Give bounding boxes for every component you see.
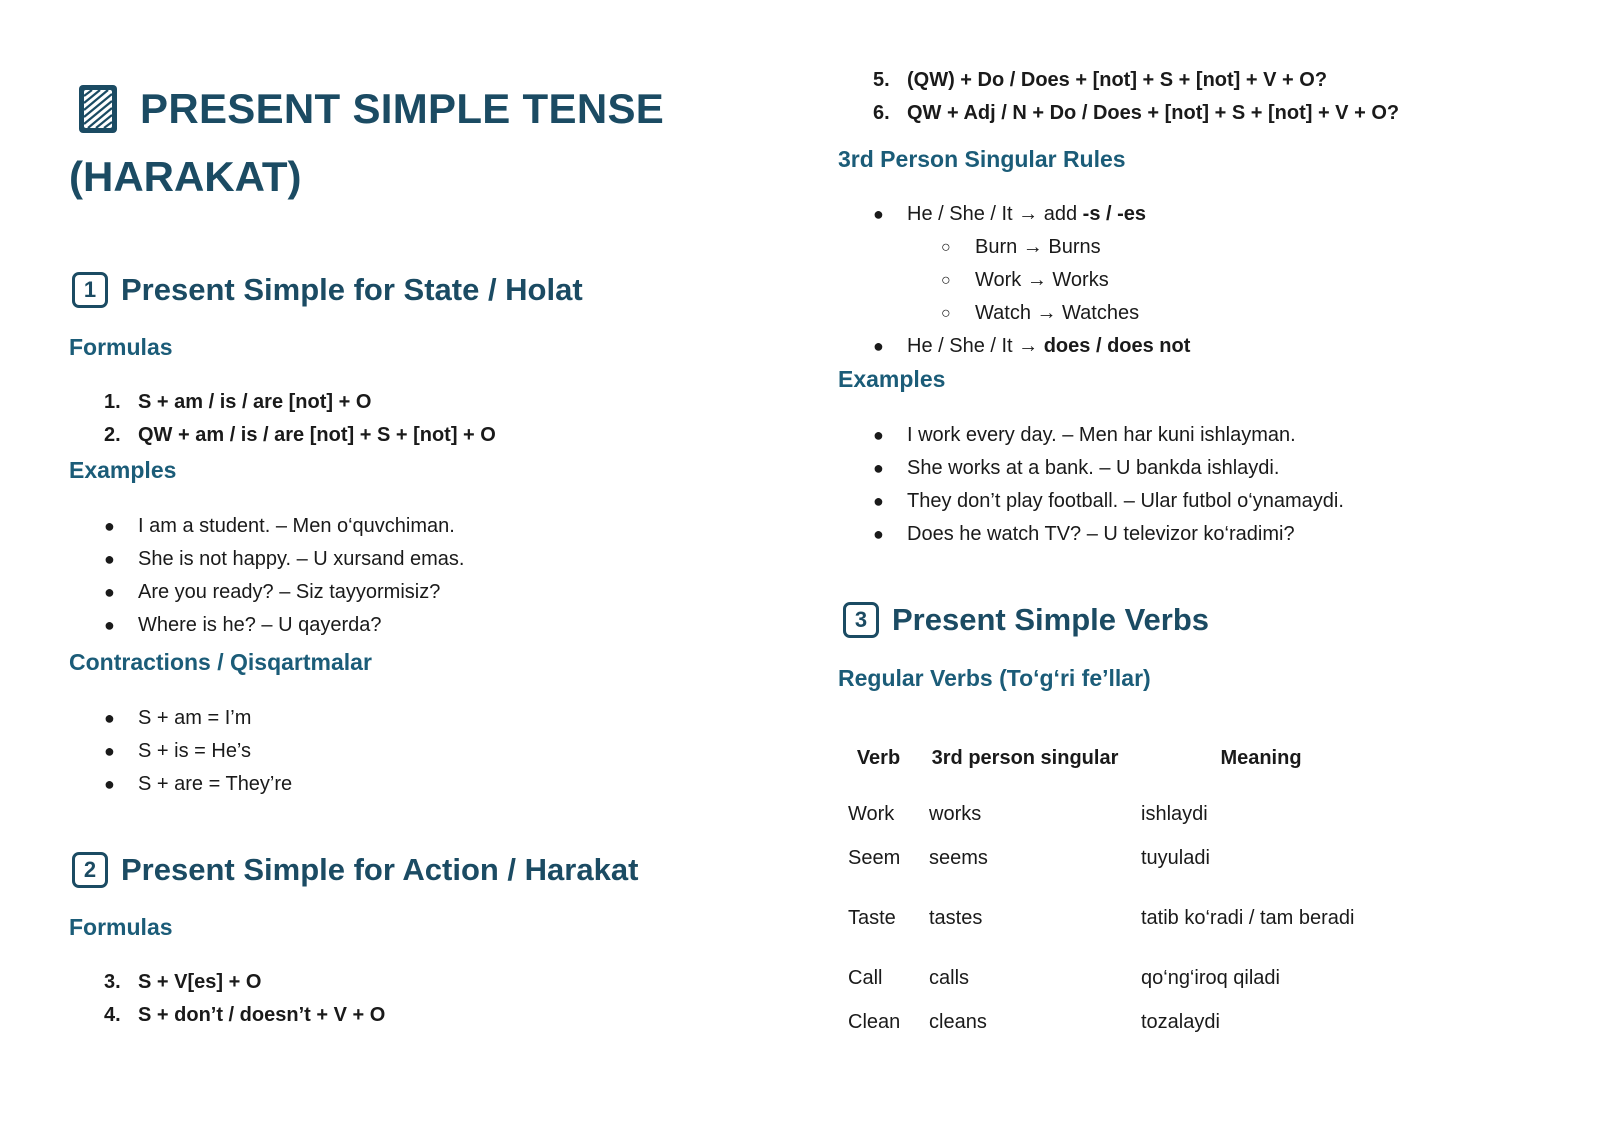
list-item: ● S + am = I’m bbox=[104, 707, 252, 729]
table-cell: works bbox=[929, 803, 982, 825]
table-cell: tozalaydi bbox=[1141, 1011, 1220, 1033]
rules-heading: 3rd Person Singular Rules bbox=[838, 146, 1126, 172]
table-row bbox=[838, 880, 1391, 956]
list-item: ● She works at a bank. – U bankda ishlaydi. bbox=[873, 457, 1280, 479]
title-line1: PRESENT SIMPLE TENSE bbox=[140, 85, 665, 132]
list-item: ● He / She / It → add -s / -es bbox=[873, 203, 1147, 225]
section1-examples-list bbox=[104, 510, 465, 642]
section3-title: Present Simple Verbs bbox=[892, 602, 1210, 637]
table-cell: cleans bbox=[929, 1011, 987, 1033]
table-cell: Clean bbox=[848, 1011, 901, 1033]
section1-contractions-heading: Contractions / Qisqartmalar bbox=[69, 649, 372, 675]
table-cell: seems bbox=[929, 847, 988, 869]
list-item: ● S + are = They’re bbox=[104, 773, 293, 795]
table-row bbox=[838, 956, 1391, 1000]
table-cell: Seem bbox=[848, 847, 901, 869]
section2-examples-list bbox=[873, 419, 1344, 551]
table-cell: Call bbox=[848, 967, 883, 989]
list-item: ● They don’t play football. – Ular futbol o‘ynamaydi. bbox=[873, 490, 1344, 512]
section2-title: Present Simple for Action / Harakat bbox=[121, 852, 639, 887]
list-subitem: ○ Work → Works bbox=[941, 269, 1109, 291]
rules-list bbox=[873, 198, 1191, 363]
table-row bbox=[838, 792, 1391, 836]
list-item: ● She is not happy. – U xursand emas. bbox=[104, 548, 465, 570]
section3-heading bbox=[843, 602, 1209, 638]
section2-heading bbox=[72, 852, 638, 888]
list-subitem: ○ Watch → Watches bbox=[941, 302, 1140, 324]
section1-formulas-heading: Formulas bbox=[69, 334, 173, 360]
formula-item: 5. (QW) + Do / Does + [not] + S + [not] + V + O? bbox=[873, 69, 1328, 91]
formula-item: 1. S + am / is / are [not] + O bbox=[104, 391, 372, 413]
list-item: ● He / She / It → does / does not bbox=[873, 335, 1191, 357]
formula-item: 2. QW + am / is / are [not] + S + [not] + O bbox=[104, 424, 496, 446]
list-item: ● I am a student. – Men o‘quvchiman. bbox=[104, 515, 455, 537]
table-header: Verb bbox=[856, 747, 901, 769]
list-subitem: ○ Burn → Burns bbox=[941, 236, 1101, 258]
section1-title: Present Simple for State / Holat bbox=[121, 272, 583, 307]
table-header-row bbox=[838, 724, 1391, 792]
table-cell: tatib ko‘radi / tam beradi bbox=[1141, 907, 1355, 929]
table-row bbox=[838, 836, 1391, 880]
section2-formulas-list-left bbox=[104, 966, 386, 1032]
section1-heading bbox=[72, 272, 583, 308]
section1-number-icon: 1 bbox=[72, 272, 108, 308]
title-line2: (HARAKAT) bbox=[69, 153, 302, 200]
regular-verbs-heading: Regular Verbs (To‘g‘ri fe’llar) bbox=[838, 665, 1151, 691]
table-cell: ishlaydi bbox=[1141, 803, 1208, 825]
list-item: ● S + is = He’s bbox=[104, 740, 252, 762]
section2-number-icon: 2 bbox=[72, 852, 108, 888]
table-cell: tastes bbox=[929, 907, 983, 929]
formula-item: 3. S + V[es] + O bbox=[104, 971, 262, 993]
list-item: ● Are you ready? – Siz tayyormisiz? bbox=[104, 581, 441, 603]
verbs-table bbox=[838, 724, 1391, 1044]
list-item: ● I work every day. – Men har kuni ishlayman. bbox=[873, 424, 1296, 446]
page-title bbox=[78, 84, 664, 134]
table-cell: tuyuladi bbox=[1141, 847, 1210, 869]
section2-formulas-list-right bbox=[873, 64, 1400, 130]
table-cell: calls bbox=[929, 967, 970, 989]
section1-formulas-list bbox=[104, 386, 496, 452]
section3-number-icon: 3 bbox=[843, 602, 879, 638]
formula-item: 6. QW + Adj / N + Do / Does + [not] + S + [not] + V + O? bbox=[873, 102, 1400, 124]
table-header: Meaning bbox=[1220, 747, 1302, 769]
section2-formulas-heading: Formulas bbox=[69, 914, 173, 940]
notebook-icon bbox=[78, 84, 118, 134]
table-header: 3rd person singular bbox=[931, 747, 1119, 769]
table-cell: Taste bbox=[848, 907, 896, 929]
table-cell: qo‘ng‘iroq qiladi bbox=[1141, 967, 1280, 989]
table-cell: Work bbox=[848, 803, 895, 825]
table-row bbox=[838, 1000, 1391, 1044]
section1-examples-heading: Examples bbox=[69, 457, 177, 483]
section1-contractions-list bbox=[104, 702, 293, 801]
list-item: ● Where is he? – U qayerda? bbox=[104, 614, 382, 636]
list-item: ● Does he watch TV? – U televizor ko‘radimi? bbox=[873, 523, 1295, 545]
formula-item: 4. S + don’t / doesn’t + V + O bbox=[104, 1004, 386, 1026]
section2-examples-heading: Examples bbox=[838, 366, 946, 392]
